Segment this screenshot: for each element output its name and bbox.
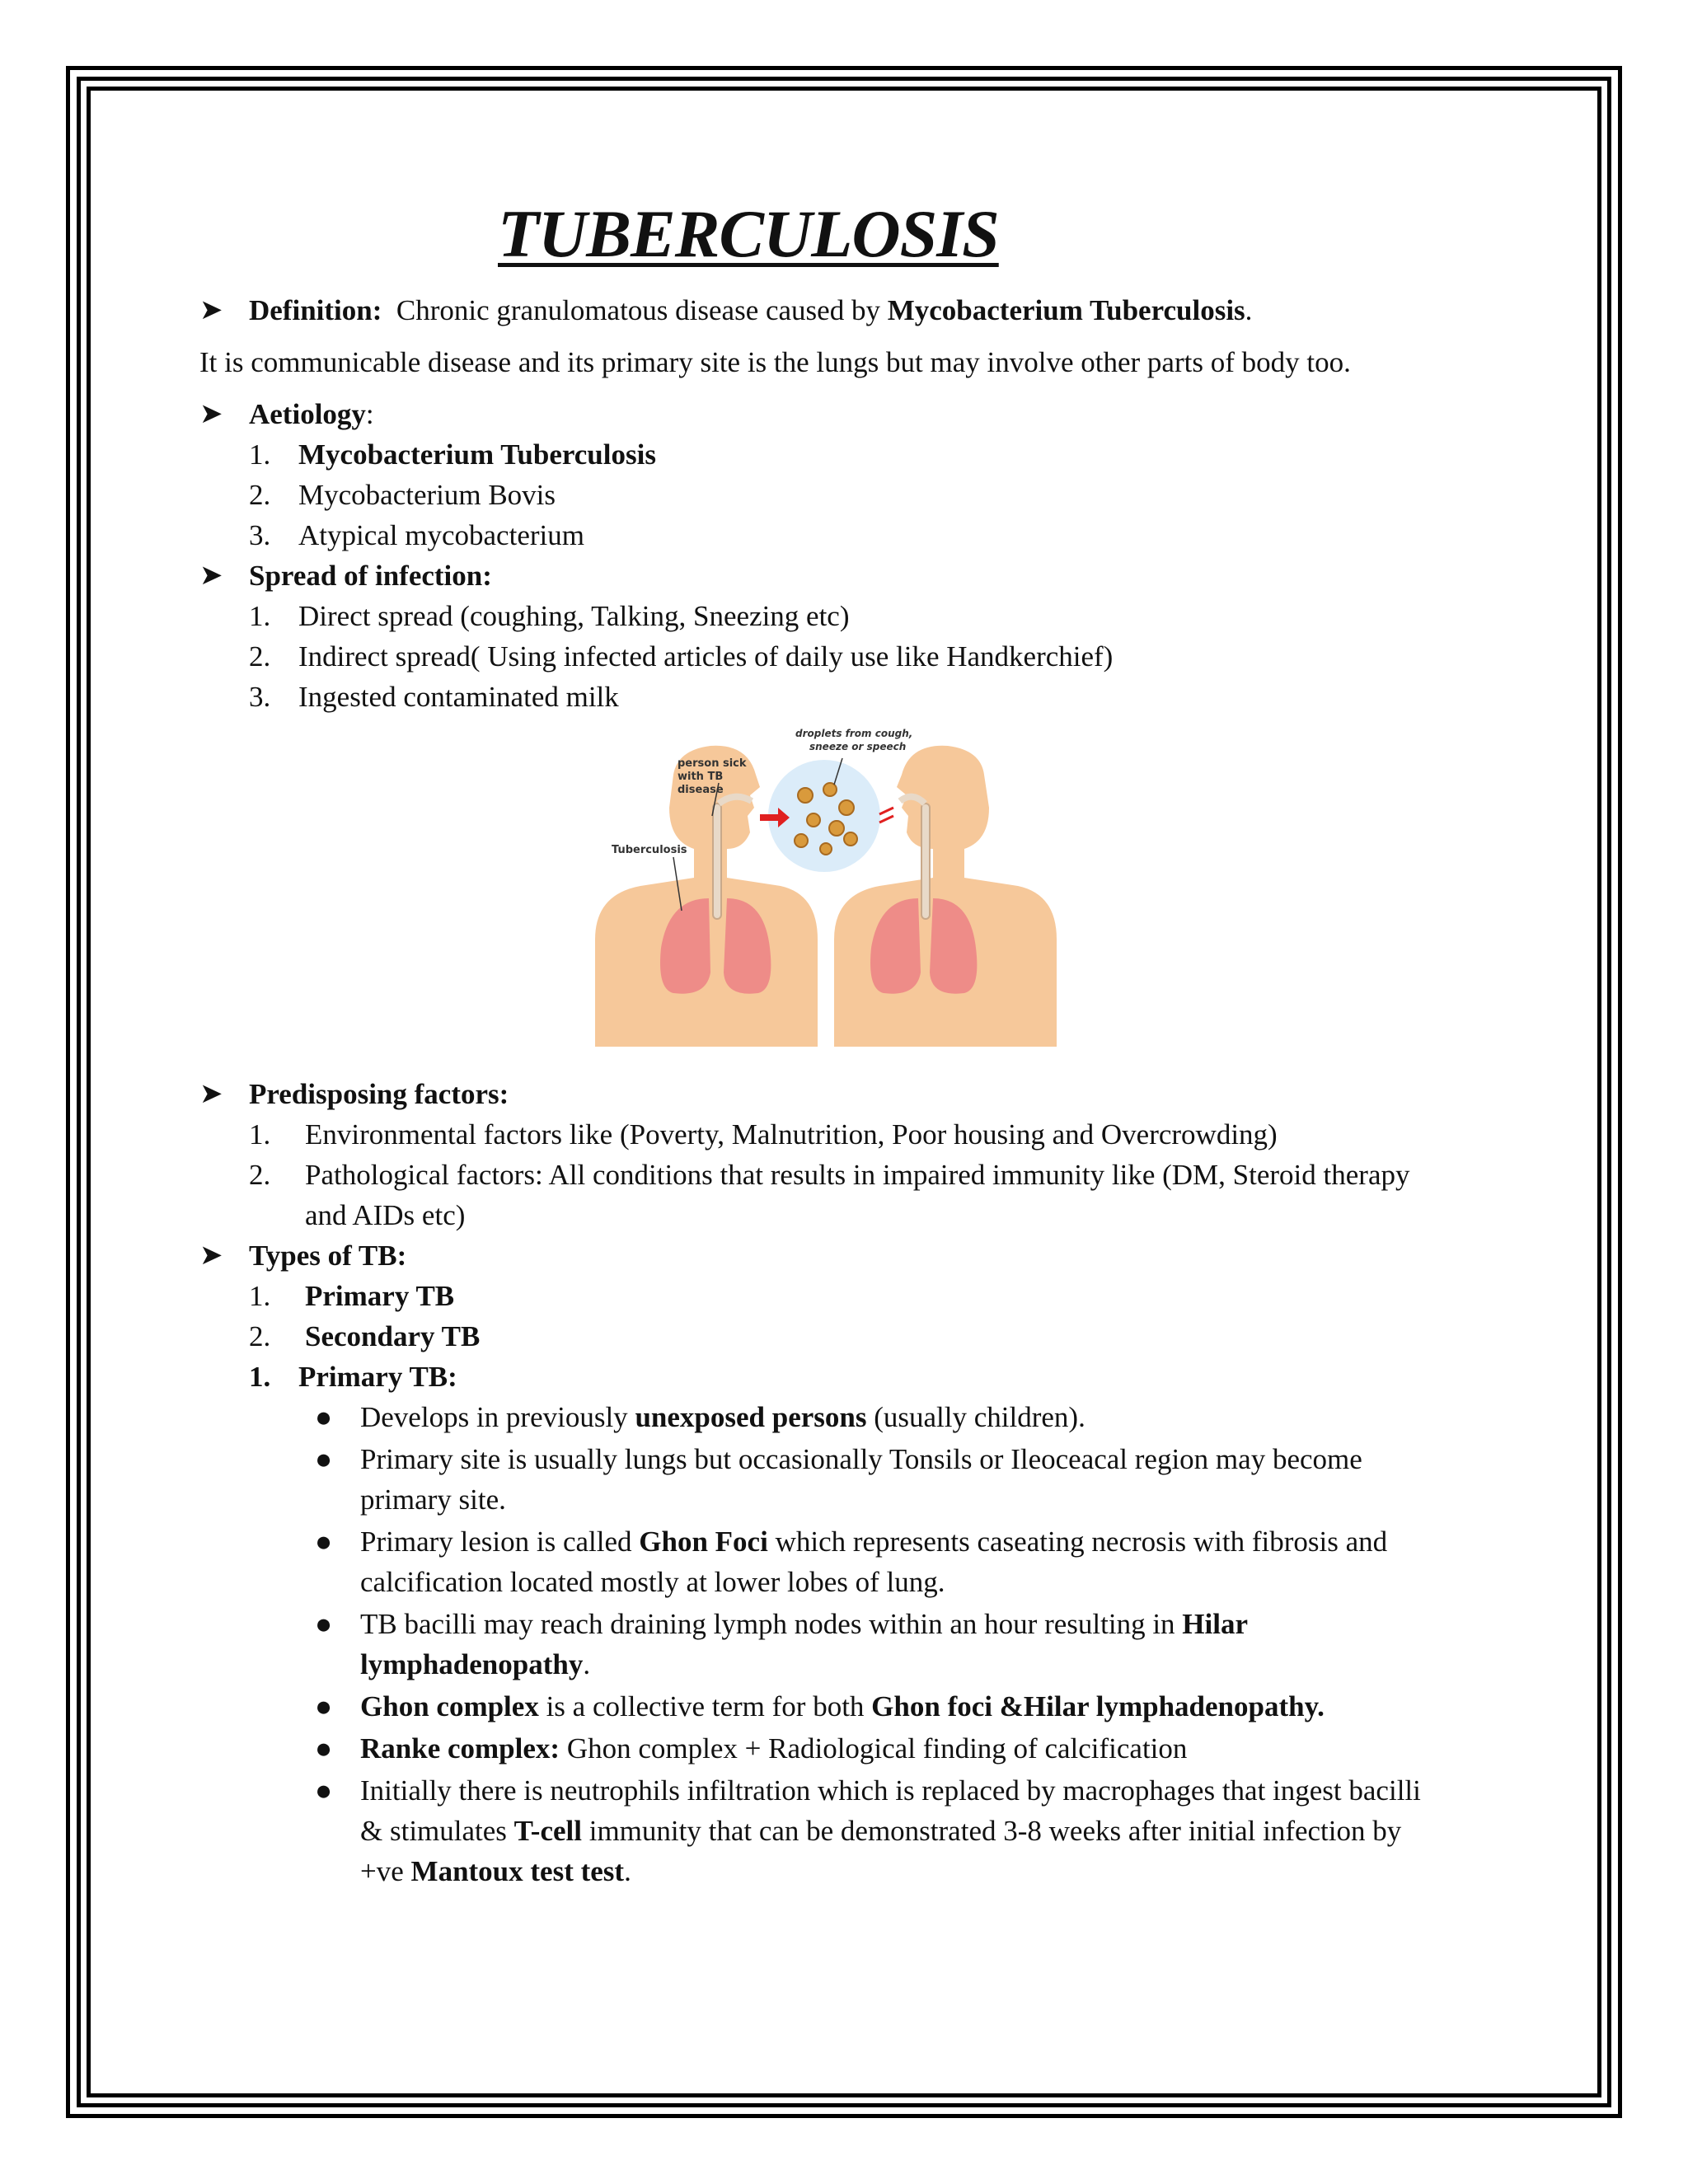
tb-transmission-illustration xyxy=(595,725,1057,1047)
bullet-item: ● Primary site is usually lungs but occasionally Tonsils or Ileoceacal region may become primary site. xyxy=(315,1443,1362,1516)
bullet-item: ● Primary lesion is called Ghon Foci which represents caseating necrosis with fibrosis and calcification located mostly at lower lobes of lung. xyxy=(315,1526,1388,1598)
svg-text:sneeze or speech: sneeze or speech xyxy=(809,741,907,752)
svg-text:Tuberculosis: Tuberculosis xyxy=(612,844,687,856)
list-item: 1. Environmental factors like (Poverty, Malnutrition, Poor housing and Overcrowding) xyxy=(249,1118,1278,1151)
bullet-item: ● TB bacilli may reach draining lymph nodes within an hour resulting in Hilar lymphadenopathy. xyxy=(315,1608,1249,1680)
bullet-item: ● Ghon complex is a collective term for both Ghon foci &Hilar lymphadenopathy. xyxy=(315,1690,1325,1722)
primary-tb-heading: 1. Primary TB: xyxy=(249,1361,457,1393)
arrow-bullet-icon: ➤ xyxy=(199,399,223,429)
spread-heading: ➤ Spread of infection: xyxy=(199,555,1493,596)
arrow-bullet-icon: ➤ xyxy=(199,1240,223,1271)
svg-text:person sick: person sick xyxy=(678,757,747,770)
list-item: 2. Mycobacterium Bovis xyxy=(249,479,556,511)
svg-text:with TB: with TB xyxy=(678,771,724,783)
list-item: 2. Pathological factors: All conditions that results in impaired immunity like (DM, Steroid therapy and AIDs etc) xyxy=(249,1159,1410,1231)
svg-text:disease: disease xyxy=(678,784,724,796)
list-item: 2. Secondary TB xyxy=(249,1320,481,1352)
list-item: 2. Indirect spread( Using infected articles of daily use like Handkerchief) xyxy=(249,640,1114,673)
aetiology-heading: ➤ Aetiology: xyxy=(199,394,1493,434)
list-item: 1. Primary TB xyxy=(249,1280,455,1312)
arrow-bullet-icon: ➤ xyxy=(199,295,223,326)
svg-text:droplets from cough,: droplets from cough, xyxy=(795,728,913,739)
types-heading: ➤ Types of TB: xyxy=(199,1235,1493,1276)
bullet-item: ● Ranke complex: Ghon complex + Radiological finding of calcification xyxy=(315,1732,1188,1765)
list-item: 1. Mycobacterium Tuberculosis xyxy=(249,438,656,471)
list-item: 3. Atypical mycobacterium xyxy=(249,519,584,551)
list-item: 1. Direct spread (coughing, Talking, Sneezing etc) xyxy=(249,600,850,632)
definition-section xyxy=(199,290,1493,330)
list-item: 3. Ingested contaminated milk xyxy=(249,681,619,713)
bullet-item: ● Initially there is neutrophils infiltration which is replaced by macrophages that ingest bacilli & stimulates T-cell immunity that can be demonstrated 3-8 weeks after initial infection by +ve Mantoux test test. xyxy=(315,1774,1421,1887)
predisposing-heading: ➤ Predisposing factors: xyxy=(199,1074,1493,1114)
document-body xyxy=(199,194,1493,1893)
page-title: TUBERCULOSIS xyxy=(498,196,999,271)
bullet-item: ● Develops in previously unexposed persons (usually children). xyxy=(315,1401,1085,1433)
definition-text: Chronic granulomatous disease caused by Mycobacterium Tuberculosis. xyxy=(396,294,1253,326)
arrow-bullet-icon: ➤ xyxy=(199,560,223,591)
definition-label: Definition: xyxy=(249,294,382,326)
arrow-bullet-icon: ➤ xyxy=(199,1079,223,1109)
intro-paragraph: It is communicable disease and its primary site is the lungs but may involve other parts of body too. xyxy=(199,346,1351,378)
